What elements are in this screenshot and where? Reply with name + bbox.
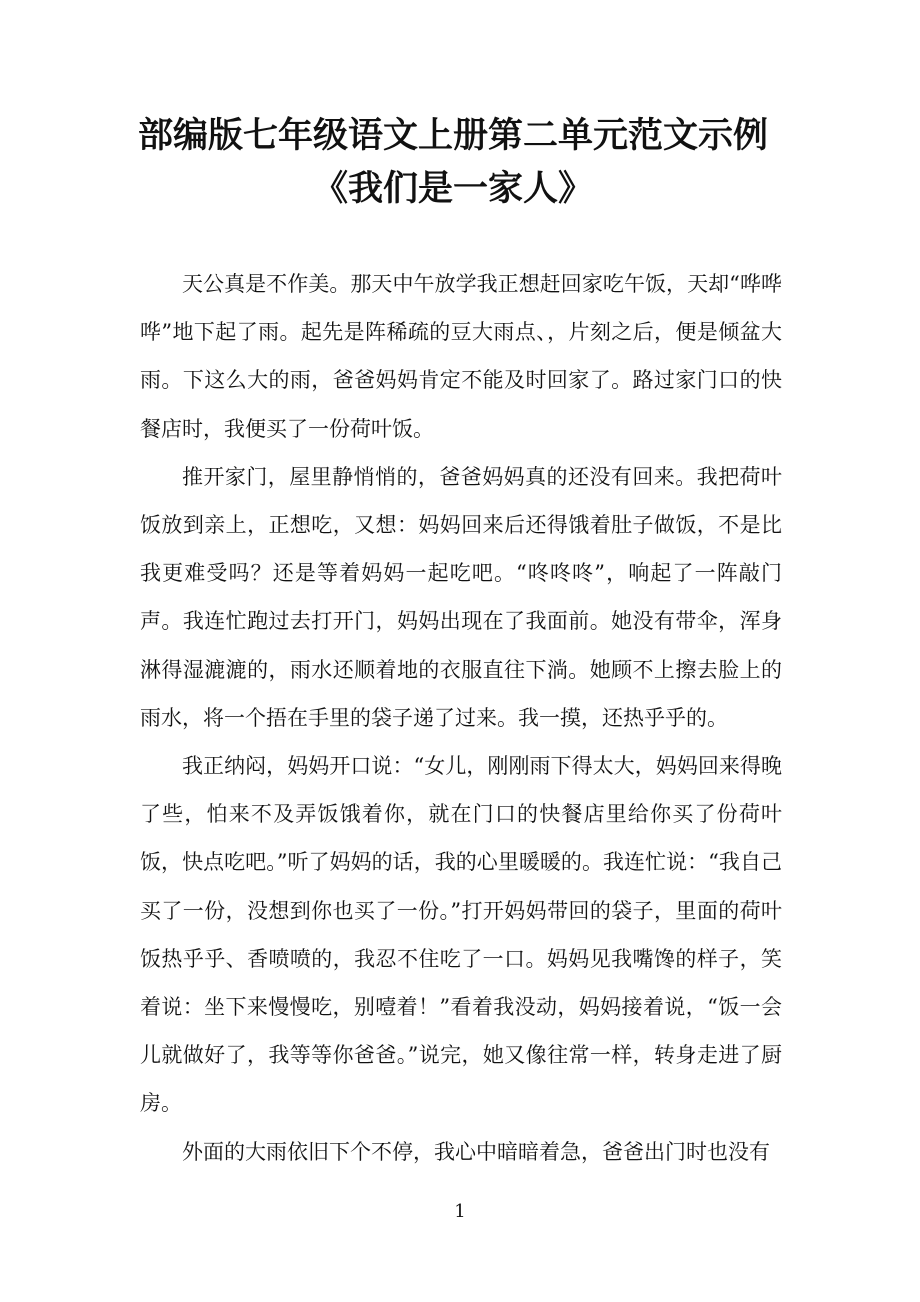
paragraph: 推开家门，屋里静悄悄的，爸爸妈妈真的还没有回来。我把荷叶饭放到亲上，正想吃，又想：妈妈回来后还得饿着肚子做饭，不是比我更难受吗？还是等着妈妈一起吃吧。“咚咚咚”，响起了一阵敲门声。我连忙跑过去打开门，妈妈出现在了我面前。她没有带伞，浑身淋得湿漉漉的，雨水还顺着地的衣服直往下淌。她顾不上擦去脸上的雨水，将一个捂在手里的袋子递了过来。我一摸，还热乎乎的。	[140, 464, 782, 730]
title-line-1: 部编版七年级语文上册第二单元范文示例	[138, 116, 769, 156]
page-number: 1	[454, 1201, 466, 1222]
document-body	[140, 260, 782, 1176]
title-line-2: 《我们是一家人》	[312, 169, 593, 209]
paragraph: 天公真是不作美。那天中午放学我正想赶回家吃午饭，天却“哗哗哗”地下起了雨。起先是阵稀疏的豆大雨点、，片刻之后，便是倾盆大雨。下这么大的雨，爸爸妈妈肯定不能及时回家了。路过家门口的快餐店时，我便买了一份荷叶饭。	[140, 272, 782, 441]
document-title	[138, 110, 778, 216]
paragraph: 我正纳闷，妈妈开口说：“女儿，刚刚雨下得太大，妈妈回来得晚了些，怕来不及弄饭饿着你，就在门口的快餐店里给你买了份荷叶饭，快点吃吧。”听了妈妈的话，我的心里暖暖的。我连忙说：“我自己买了一份，没想到你也买了一份。”打开妈妈带回的袋子，里面的荷叶饭热乎乎、香喷喷的，我忍不住吃了一口。妈妈见我嘴馋的样子，笑着说：坐下来慢慢吃，别噎着！”看着我没动，妈妈接着说，“饭一会儿就做好了，我等等你爸爸。”说完，她又像往常一样，转身走进了厨房。	[140, 754, 782, 1116]
paragraph: 外面的大雨依旧下个不停，我心中暗暗着急，爸爸出门时也没有	[182, 1139, 770, 1164]
